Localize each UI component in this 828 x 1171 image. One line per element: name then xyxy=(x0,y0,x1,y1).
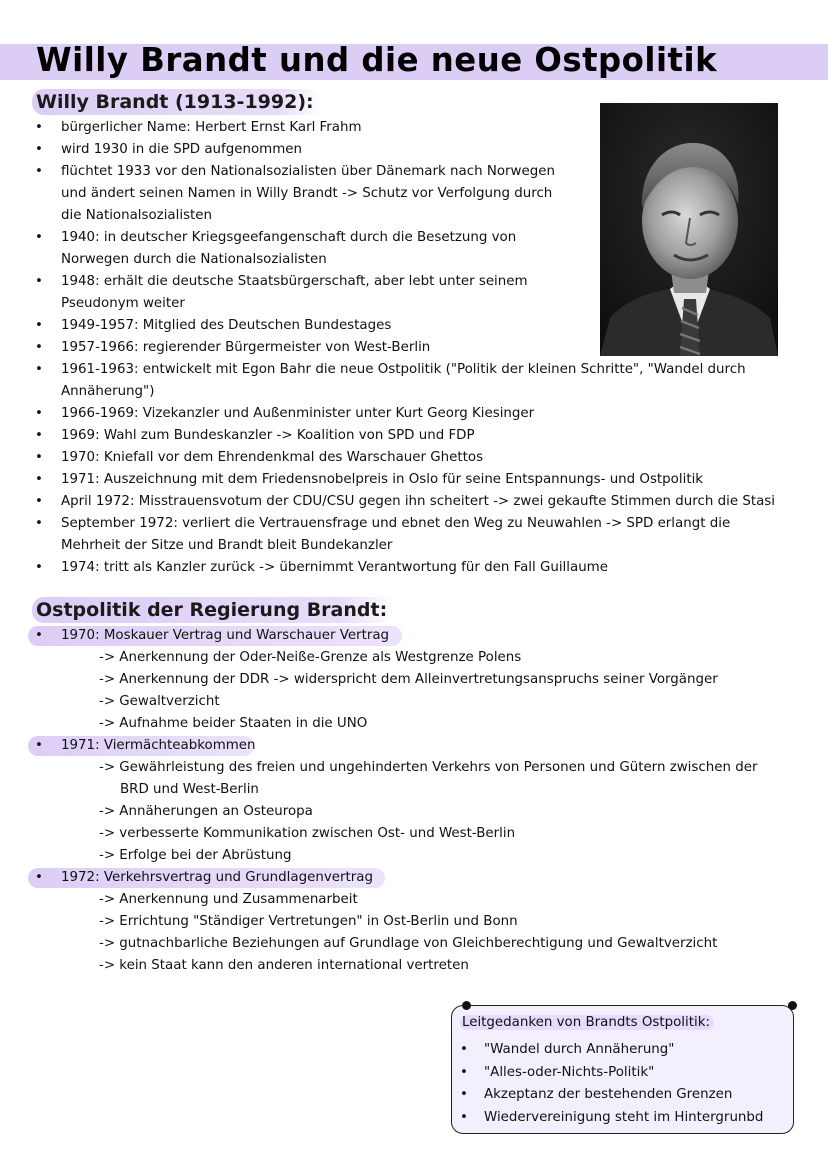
pin-dot-icon xyxy=(788,1001,797,1010)
bullet-dot: • xyxy=(35,738,43,753)
bio-item xyxy=(34,447,775,469)
bio-item-text: April 1972: Misstrauensvotum der CDU/CSU gegen ihn scheitert -> zwei gekaufte Stimmen durch die Stasi xyxy=(61,494,775,509)
treaty-point: -> Anerkennung und Zusammenarbeit xyxy=(99,892,358,907)
bio-item-text: 1948: erhält die deutsche Staatsbürgerschaft, aber lebt unter seinem xyxy=(61,274,528,289)
treaty-point: -> Annäherungen an Osteuropa xyxy=(99,804,313,819)
bullet-dot: • xyxy=(35,230,43,245)
bio-item-text: 1940: in deutscher Kriegsgeefangenschaft durch die Besetzung von xyxy=(61,230,517,245)
treaty-label: 1971: Viermächteabkommen xyxy=(61,738,256,753)
treaty-points xyxy=(99,647,718,735)
bio-item-text: Pseudonym weiter xyxy=(61,296,185,311)
treaty-points xyxy=(99,889,717,977)
bio-item-text: 1957-1966: regierender Bürgermeister von West-Berlin xyxy=(61,340,431,355)
treaty-1970 xyxy=(34,625,389,647)
bullet-dot: • xyxy=(35,274,43,289)
bio-item-text: 1961-1963: entwickelt mit Egon Bahr die neue Ostpolitik ("Politik der kleinen Schritte", "Wandel durch xyxy=(61,362,746,377)
bullet-dot: • xyxy=(35,870,43,885)
bullet-dot: • xyxy=(35,362,43,377)
bullet-dot: • xyxy=(460,1064,468,1080)
bio-item-text: 1966-1969: Vizekanzler und Außenminister unter Kurt Georg Kiesinger xyxy=(61,406,535,421)
bio-item-text: wird 1930 in die SPD aufgenommen xyxy=(61,142,302,157)
bio-item-text: 1974: tritt als Kanzler zurück -> übernimmt Verantwortung für den Fall Guillaume xyxy=(61,560,608,575)
bullet-dot: • xyxy=(460,1087,468,1102)
bio-item-text: 1970: Kniefall vor dem Ehrendenkmal des Warschauer Ghettos xyxy=(61,450,484,465)
bio-item xyxy=(34,425,775,447)
bio-item-text: Norwegen durch die Nationalsozialisten xyxy=(61,252,327,267)
treaty-label: 1970: Moskauer Vertrag und Warschauer Vertrag xyxy=(61,628,390,643)
box-item: • "Alles-oder-Nichts-Politik" xyxy=(460,1062,763,1085)
bio-item-text: Annäherung") xyxy=(61,384,155,399)
bullet-dot: • xyxy=(35,120,43,135)
bullet-dot: • xyxy=(35,628,43,643)
bullet-dot: • xyxy=(35,406,43,421)
bullet-dot: • xyxy=(35,516,43,531)
treaty-points xyxy=(99,757,757,867)
bio-item xyxy=(34,469,775,491)
treaty-point: -> kein Staat kann den anderen international vertreten xyxy=(99,958,469,973)
bullet-dot: • xyxy=(35,494,43,509)
bullet-dot: • xyxy=(35,428,43,443)
bullet-dot: • xyxy=(35,450,43,465)
bio-item-text: bürgerlicher Name: Herbert Ernst Karl Frahm xyxy=(61,120,362,135)
treaty-point: -> Gewaltverzicht xyxy=(99,694,220,709)
box-item: • Wiedervereinigung steht im Hintergrunbd xyxy=(460,1107,763,1130)
treaty-point: -> gutnachbarliche Beziehungen auf Grundlage von Gleichberechtigung und Gewaltverzicht xyxy=(99,936,718,951)
box-title: Leitgedanken von Brandts Ostpolitik: xyxy=(460,1015,714,1030)
pin-dot-icon xyxy=(462,1001,471,1010)
treaty-point: -> Anerkennung der DDR -> widerspricht dem Alleinvertretungsanspruchs seiner Vorgänger xyxy=(99,672,718,687)
bullet-dot: • xyxy=(35,164,43,179)
bullet-dot: • xyxy=(460,1109,468,1125)
bio-item-text: und ändert seinen Namen in Willy Brandt -> Schutz vor Verfolgung durch xyxy=(61,186,553,201)
bio-item xyxy=(34,557,775,579)
bio-item-text: Mehrheit der Sitze und Brandt bleit Bundekanzler xyxy=(61,538,393,553)
page-title: Willy Brandt und die neue Ostpolitik xyxy=(36,40,718,79)
bio-item xyxy=(34,491,775,513)
treaty-item xyxy=(34,735,256,757)
bullet-dot: • xyxy=(35,340,43,355)
bio-item xyxy=(34,359,775,403)
bio-item-text: 1949-1957: Mitglied des Deutschen Bundestages xyxy=(61,318,392,333)
bullet-dot: • xyxy=(460,1042,468,1057)
bio-item xyxy=(34,403,775,425)
treaty-point: -> Anerkennung der Oder-Neiße-Grenze als Westgrenze Polens xyxy=(99,650,522,665)
bio-item-text: 1971: Auszeichnung mit dem Friedensnobelpreis in Oslo für seine Entspannungs- und Ostpolitik xyxy=(61,472,704,487)
bio-item-text: 1969: Wahl zum Bundeskanzler -> Koalition von SPD und FDP xyxy=(61,428,475,443)
treaty-point: -> Aufnahme beider Staaten in die UNO xyxy=(99,716,368,731)
bio-item-text: die Nationalsozialisten xyxy=(61,208,213,223)
bio-heading: Willy Brandt (1913-1992): xyxy=(32,89,322,115)
treaty-1971 xyxy=(34,735,256,757)
ostpolitik-heading: Ostpolitik der Regierung Brandt: xyxy=(32,597,395,623)
treaty-point: -> Gewährleistung des freien und ungehinderten Verkehrs von Personen und Gütern zwischen der BRD und West-Berlin xyxy=(99,760,758,797)
bio-item-text: September 1972: verliert die Vertrauensfrage und ebnet den Weg zu Neuwahlen -> SPD erlangt die xyxy=(61,516,731,531)
leitgedanken-box xyxy=(451,1005,794,1134)
box-item: • "Wandel durch Annäherung" xyxy=(460,1039,763,1062)
bio-item xyxy=(34,513,775,557)
treaty-point: -> verbesserte Kommunikation zwischen Ost- und West-Berlin xyxy=(99,826,516,841)
bio-item-text: flüchtet 1933 vor den Nationalsozialisten über Dänemark nach Norwegen xyxy=(61,164,555,179)
willy-brandt-portrait xyxy=(600,103,778,356)
box-item: • Akzeptanz der bestehenden Grenzen xyxy=(460,1084,763,1107)
treaty-label: 1972: Verkehrsvertrag und Grundlagenvertrag xyxy=(61,870,373,885)
treaty-item xyxy=(34,867,373,889)
bullet-dot: • xyxy=(35,142,43,157)
bullet-dot: • xyxy=(35,560,43,575)
bullet-dot: • xyxy=(35,472,43,487)
treaty-point: -> Errichtung "Ständiger Vertretungen" in Ost-Berlin und Bonn xyxy=(99,914,518,929)
treaty-point: -> Erfolge bei der Abrüstung xyxy=(99,848,292,863)
box-list xyxy=(460,1039,763,1129)
bullet-dot: • xyxy=(35,318,43,333)
treaty-item xyxy=(34,625,389,647)
treaty-1972 xyxy=(34,867,373,889)
